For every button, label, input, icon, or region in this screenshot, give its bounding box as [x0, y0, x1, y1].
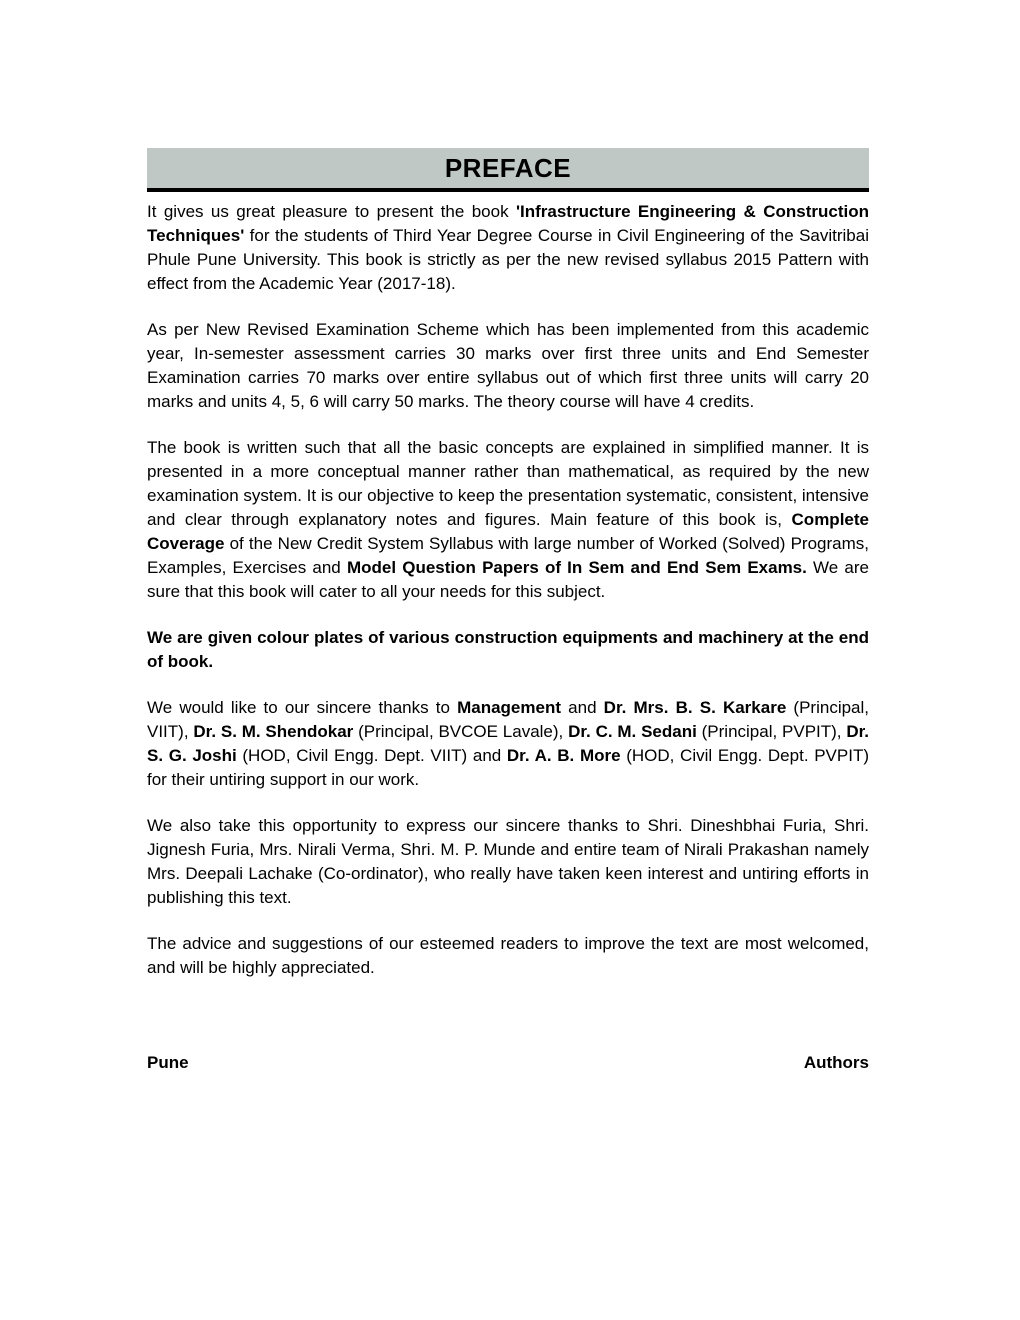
- ack-seg3: and: [561, 698, 604, 717]
- more-bold: Dr. A. B. More: [506, 746, 621, 765]
- model-question-papers-bold: Model Question Papers of In Sem and End Sem Exams.: [346, 558, 807, 577]
- book-title-bold: 'Infrastructure Engineering & Construction Techniques': [147, 202, 869, 245]
- management-bold: Management: [457, 698, 562, 717]
- page-title: PREFACE: [444, 153, 572, 183]
- paragraph-book-approach-seg3: of the New Credit System Syllabus with large number of Worked (Solved) Programs, Examples, Exercises and: [147, 534, 869, 577]
- paragraph-colour-plates: We are given colour plates of various construction equipments and machinery at the end of book.: [147, 628, 869, 671]
- paragraph-intro: [147, 200, 869, 296]
- paragraph-acknowledgements-faculty: [147, 696, 869, 792]
- paragraph-book-approach-seg1: The book is written such that all the basic concepts are explained in simplified manner. It is presented in a more conceptual manner rather than mathematical, as required by the new examination system. It is our objective to keep the presentation systematic, consistent, intensive and clear through explanatory notes and figures. Main feature of this book is,: [147, 438, 869, 529]
- ack-seg5: (Principal, VIIT),: [147, 698, 870, 741]
- ack-seg11: (HOD, Civil Engg. Dept. VIIT) and: [236, 746, 507, 765]
- signature-authors: Authors: [803, 1053, 869, 1072]
- ack-seg9: (Principal, PVPIT),: [696, 722, 847, 741]
- karkare-bold: Dr. Mrs. B. S. Karkare: [603, 698, 787, 717]
- complete-coverage-bold: Complete Coverage: [147, 510, 869, 553]
- paragraph-closing: The advice and suggestions of our esteemed readers to improve the text are most welcomed, and will be highly appreciated.: [147, 934, 869, 977]
- signature-row: [147, 1053, 869, 1073]
- paragraph-intro-seg3: for the students of Third Year Degree Course in Civil Engineering of the Savitribai Phule Pune University. This book is strictly as per the new revised syllabus 2015 Pattern with effect from the Academic Year (2017-18).: [147, 226, 869, 293]
- paragraph-intro-seg1: It gives us great pleasure to present the book: [147, 202, 516, 221]
- paragraph-exam-scheme: As per New Revised Examination Scheme which has been implemented from this academic year, In-semester assessment carries 30 marks over first three units and End Semester Examination carries 70 marks over entire syllabus out of which first three units will carry 20 marks and units 4, 5, 6 will carry 50 marks. The theory course will have 4 credits.: [147, 320, 869, 411]
- signature-place: Pune: [147, 1053, 189, 1072]
- ack-seg13: (HOD, Civil Engg. Dept. PVPIT) for their untiring support in our work.: [147, 746, 869, 789]
- ack-seg7: (Principal, BVCOE Lavale),: [353, 722, 569, 741]
- shendokar-bold: Dr. S. M. Shendokar: [193, 722, 354, 741]
- paragraph-acknowledgements-publisher: We also take this opportunity to express our sincere thanks to Shri. Dineshbhai Furia, Shri. Jignesh Furia, Mrs. Nirali Verma, Shri. M. P. Munde and entire team of Nirali Prakashan namely Mrs. Deepali Lachake (Co-ordinator), who really have taken keen interest and untiring efforts in publishing this text.: [147, 816, 869, 907]
- preface-content: [147, 148, 869, 980]
- paragraph-book-approach-seg5: We are sure that this book will cater to all your needs for this subject.: [147, 558, 869, 601]
- paragraph-book-approach: [147, 436, 869, 604]
- ack-seg1: We would like to our sincere thanks to: [147, 698, 458, 717]
- preface-title-band: [147, 148, 869, 192]
- joshi-bold: Dr. S. G. Joshi: [147, 722, 870, 765]
- sedani-bold: Dr. C. M. Sedani: [568, 722, 697, 741]
